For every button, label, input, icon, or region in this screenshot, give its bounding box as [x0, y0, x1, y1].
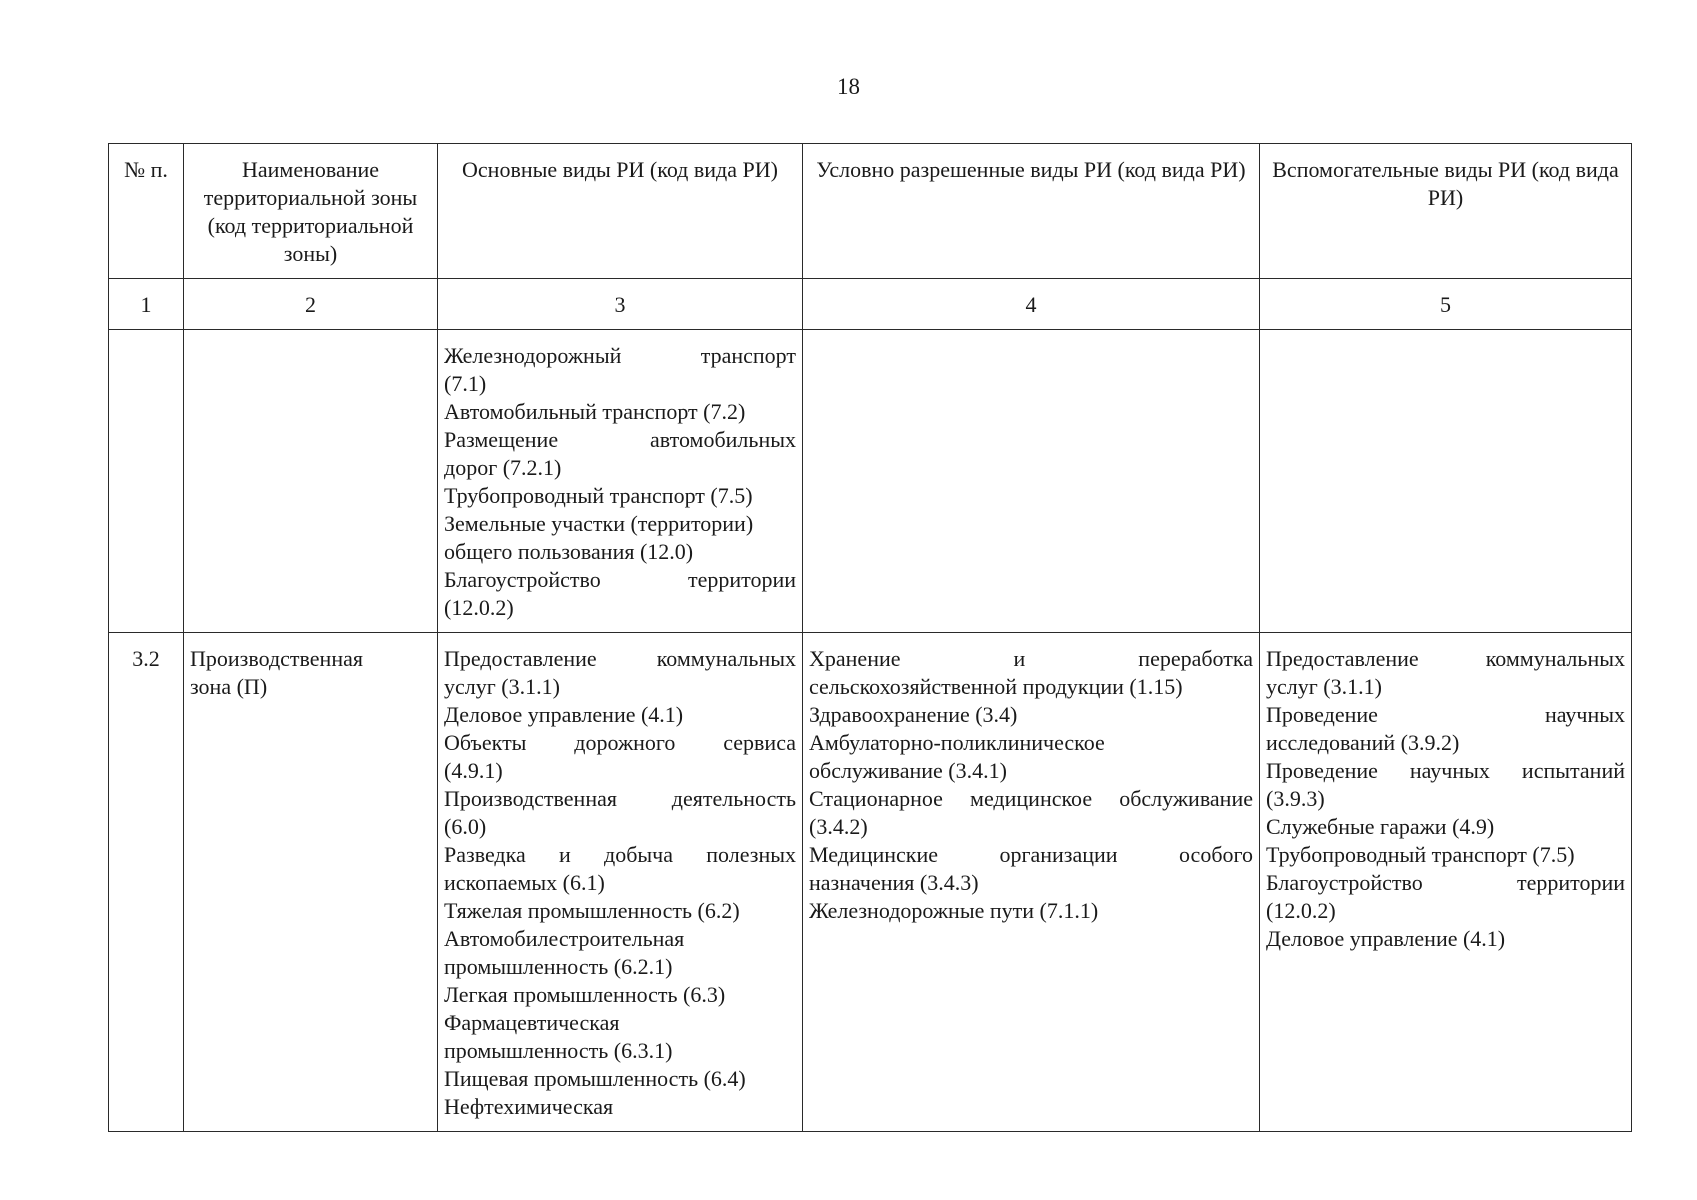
- cell-text-line: Железнодорожный транспорт: [444, 343, 796, 368]
- cell-text-line: обслуживание (3.4.1): [809, 758, 1007, 783]
- header-zone-name: Наименование территориальной зоны (код территориальной зоны): [184, 144, 438, 279]
- column-number: 2: [184, 279, 438, 330]
- header-main-types: Основные виды РИ (код вида РИ): [438, 144, 803, 279]
- cell-text-line: Пищевая промышленность (6.4): [444, 1066, 746, 1091]
- cell-text-line: (12.0.2): [444, 595, 514, 620]
- cell-text-line: Медицинские организации особого: [809, 842, 1253, 867]
- cell-text-line: Здравоохранение (3.4): [809, 702, 1018, 727]
- table-row: [109, 330, 1632, 633]
- main-types-cell: [438, 330, 803, 633]
- cell-text-line: Проведение научных испытаний: [1266, 758, 1625, 783]
- cell-text-line: Проведение научных: [1266, 702, 1625, 727]
- cell-text-line: зона (П): [190, 674, 268, 699]
- cell-text-line: ископаемых (6.1): [444, 870, 605, 895]
- cell-text-line: (3.4.2): [809, 814, 868, 839]
- cell-text-line: Железнодорожные пути (7.1.1): [809, 898, 1099, 923]
- cell-text-line: услуг (3.1.1): [444, 674, 560, 699]
- column-number: 5: [1260, 279, 1632, 330]
- cell-text-line: Земельные участки (территории): [444, 511, 754, 536]
- cell-text-line: Разведка и добыча полезных: [444, 842, 796, 867]
- column-number: 3: [438, 279, 803, 330]
- cell-text-line: Амбулаторно-поликлиническое: [809, 730, 1105, 755]
- cell-text-line: Производственная: [190, 646, 363, 671]
- main-types-cell: [438, 633, 803, 1132]
- cell-text-line: промышленность (6.3.1): [444, 1038, 673, 1063]
- cell-text-line: Нефтехимическая: [444, 1094, 614, 1119]
- cell-text-line: дорог (7.2.1): [444, 455, 562, 480]
- zone-name-cell: [184, 330, 438, 633]
- cell-text-line: Служебные гаражи (4.9): [1266, 814, 1495, 839]
- conditional-types-cell: [803, 633, 1260, 1132]
- header-conditional-types: Условно разрешенные виды РИ (код вида РИ): [803, 144, 1260, 279]
- column-number: 1: [109, 279, 184, 330]
- cell-text-line: Деловое управление (4.1): [444, 702, 684, 727]
- cell-text-line: Благоустройство территории: [444, 567, 796, 592]
- cell-text-line: Хранение и переработка: [809, 646, 1253, 671]
- cell-text-line: Трубопроводный транспорт (7.5): [1266, 842, 1575, 867]
- cell-text-line: Объекты дорожного сервиса: [444, 730, 796, 755]
- cell-text-line: промышленность (6.2.1): [444, 954, 673, 979]
- cell-text-line: Автомобилестроительная: [444, 926, 685, 951]
- cell-text-line: общего пользования (12.0): [444, 539, 694, 564]
- cell-text-line: Размещение автомобильных: [444, 427, 796, 452]
- cell-text-line: Легкая промышленность (6.3): [444, 982, 726, 1007]
- table-row: [109, 633, 1632, 1132]
- cell-text-line: (6.0): [444, 814, 487, 839]
- cell-text-line: сельскохозяйственной продукции (1.15): [809, 674, 1183, 699]
- cell-text-line: Автомобильный транспорт (7.2): [444, 399, 746, 424]
- cell-text-line: назначения (3.4.3): [809, 870, 979, 895]
- column-number-row: [109, 279, 1632, 330]
- cell-text-line: Деловое управление (4.1): [1266, 926, 1506, 951]
- auxiliary-types-cell: [1260, 633, 1632, 1132]
- cell-text-line: Стационарное медицинское обслуживание: [809, 786, 1253, 811]
- cell-text-line: Предоставление коммунальных: [1266, 646, 1625, 671]
- zones-table: [108, 143, 1632, 1132]
- column-number: 4: [803, 279, 1260, 330]
- cell-text-line: Производственная деятельность: [444, 786, 796, 811]
- table-header-row: [109, 144, 1632, 279]
- header-auxiliary-types: Вспомогательные виды РИ (код вида РИ): [1260, 144, 1632, 279]
- cell-text-line: Фармацевтическая: [444, 1010, 620, 1035]
- auxiliary-types-cell: [1260, 330, 1632, 633]
- conditional-types-cell: [803, 330, 1260, 633]
- cell-text-line: (3.9.3): [1266, 786, 1325, 811]
- header-number: № п.: [109, 144, 184, 279]
- cell-text-line: (4.9.1): [444, 758, 503, 783]
- zone-name-cell: [184, 633, 438, 1132]
- cell-text-line: исследований (3.9.2): [1266, 730, 1460, 755]
- row-number-cell: 3.2: [109, 633, 184, 1132]
- cell-text-line: Тяжелая промышленность (6.2): [444, 898, 740, 923]
- cell-text-line: (12.0.2): [1266, 898, 1336, 923]
- page-number: 18: [837, 74, 860, 99]
- cell-text-line: (7.1): [444, 371, 487, 396]
- cell-text-line: услуг (3.1.1): [1266, 674, 1382, 699]
- cell-text-line: Трубопроводный транспорт (7.5): [444, 483, 753, 508]
- cell-text-line: Предоставление коммунальных: [444, 646, 796, 671]
- row-number-cell: [109, 330, 184, 633]
- cell-text-line: Благоустройство территории: [1266, 870, 1625, 895]
